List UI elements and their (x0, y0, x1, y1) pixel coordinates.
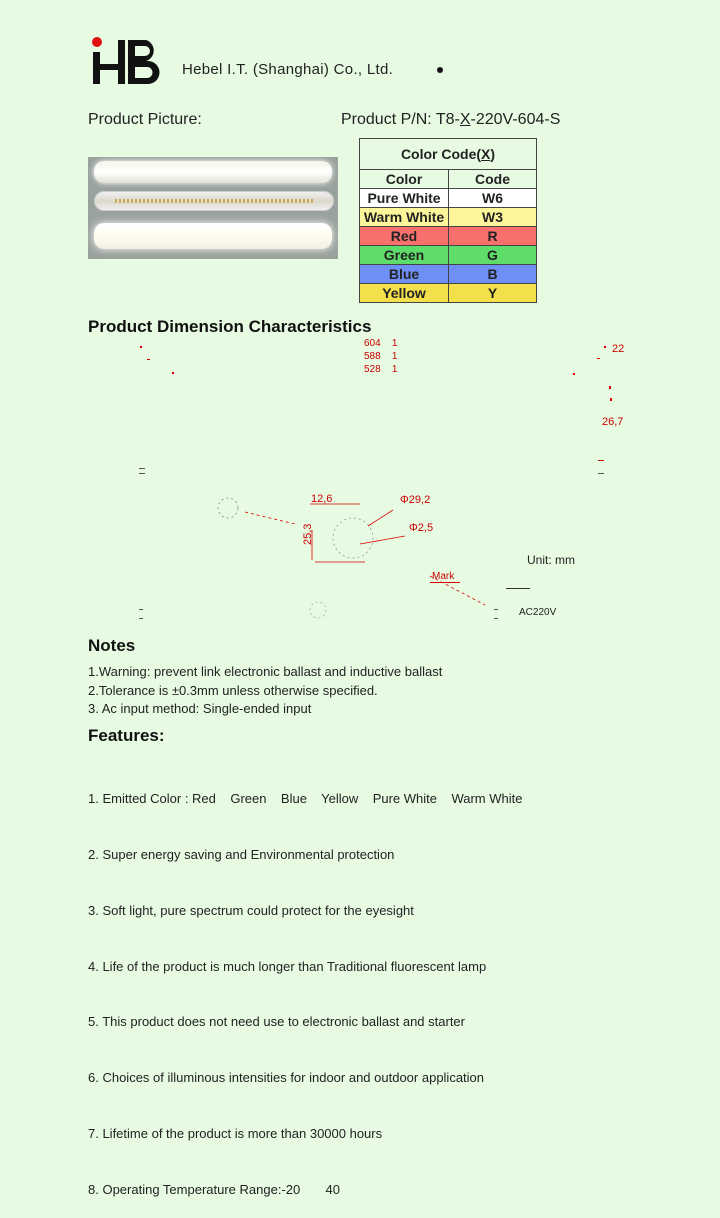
col-header-color: Color (360, 170, 449, 189)
notes-list (88, 663, 688, 719)
table-row: Yellow Y (360, 284, 537, 303)
list-item: 5. This product does not need use to electronic ballast and starter (88, 1014, 465, 1030)
dim-528: 528 1 (364, 364, 398, 375)
dim-12-6: 12,6 (311, 493, 333, 505)
product-photo (88, 157, 338, 259)
dim-604: 604 1 (364, 338, 398, 349)
list-item: 4. Life of the product is much longer than Traditional fluorescent lamp (88, 958, 487, 974)
table-row: Warm White W3 (360, 208, 537, 227)
tube-lit-bottom (94, 223, 332, 249)
pn-code: X (459, 111, 471, 128)
list-item: 7. Lifetime of the product is more than 30000 hours (88, 1125, 383, 1141)
features-list (88, 753, 708, 1218)
list-item: 2.Tolerance is ±0.3mm unless otherwise specified. (88, 682, 378, 698)
mark-label: Mark (432, 571, 455, 582)
logo-dot (437, 67, 443, 73)
table-row: Pure White W6 (360, 189, 537, 208)
tube-unlit (94, 191, 334, 211)
table-row: Blue B (360, 265, 537, 284)
product-picture-label: Product Picture: (88, 111, 202, 128)
dimension-title: Product Dimension Characteristics (88, 317, 372, 336)
list-item: 3. Ac input method: Single-ended input (88, 701, 312, 717)
company-name: Hebel I.T. (Shanghai) Co., Ltd. (182, 61, 394, 78)
features-title: Features: (88, 726, 165, 745)
product-pn (341, 111, 560, 129)
list-item: 3. Soft light, pure spectrum could protect for the eyesight (88, 902, 414, 918)
list-item: 1. Emitted Color : Red Green Blue Yellow Pure White Warm White (88, 791, 523, 807)
tube-end-right (598, 460, 604, 474)
dim-25-3: 25,3 (302, 523, 314, 545)
dim-22: 22 (612, 343, 625, 355)
dim-phi-29-2: Φ29,2 (400, 494, 431, 506)
list-item: 8. Operating Temperature Range:-20 40 (88, 1181, 340, 1197)
pn-rest: -220V-604-S (470, 111, 561, 128)
tube-end-left (139, 468, 145, 474)
pin-left (139, 609, 143, 619)
dim-588: 588 1 (364, 351, 398, 362)
list-item: 6. Choices of illuminous intensities for indoor and outdoor application (88, 1070, 485, 1086)
pn-label: Product P/N: T8- (341, 111, 460, 128)
color-code-table (359, 138, 537, 303)
table-row: Red R (360, 227, 537, 246)
hb-logo-icon (88, 30, 168, 86)
dim-26-7: 26,7 (602, 416, 624, 428)
tube-lit-top (94, 161, 332, 183)
unit-label: Unit: mm (527, 553, 575, 567)
ac-label: AC220V (519, 607, 557, 618)
table-row: Green G (360, 246, 537, 265)
dim-phi-2-5: Φ2,5 (409, 522, 434, 534)
list-item: 1.Warning: prevent link electronic ballast and inductive ballast (88, 664, 443, 679)
color-code-title: Color Code(X) (360, 139, 537, 170)
list-item: 2. Super energy saving and Environmental protection (88, 846, 395, 862)
company-logo (88, 30, 168, 91)
cross-section-drawing (200, 490, 530, 630)
pin-right (494, 609, 498, 619)
col-header-code: Code (449, 170, 537, 189)
notes-title: Notes (88, 636, 136, 655)
